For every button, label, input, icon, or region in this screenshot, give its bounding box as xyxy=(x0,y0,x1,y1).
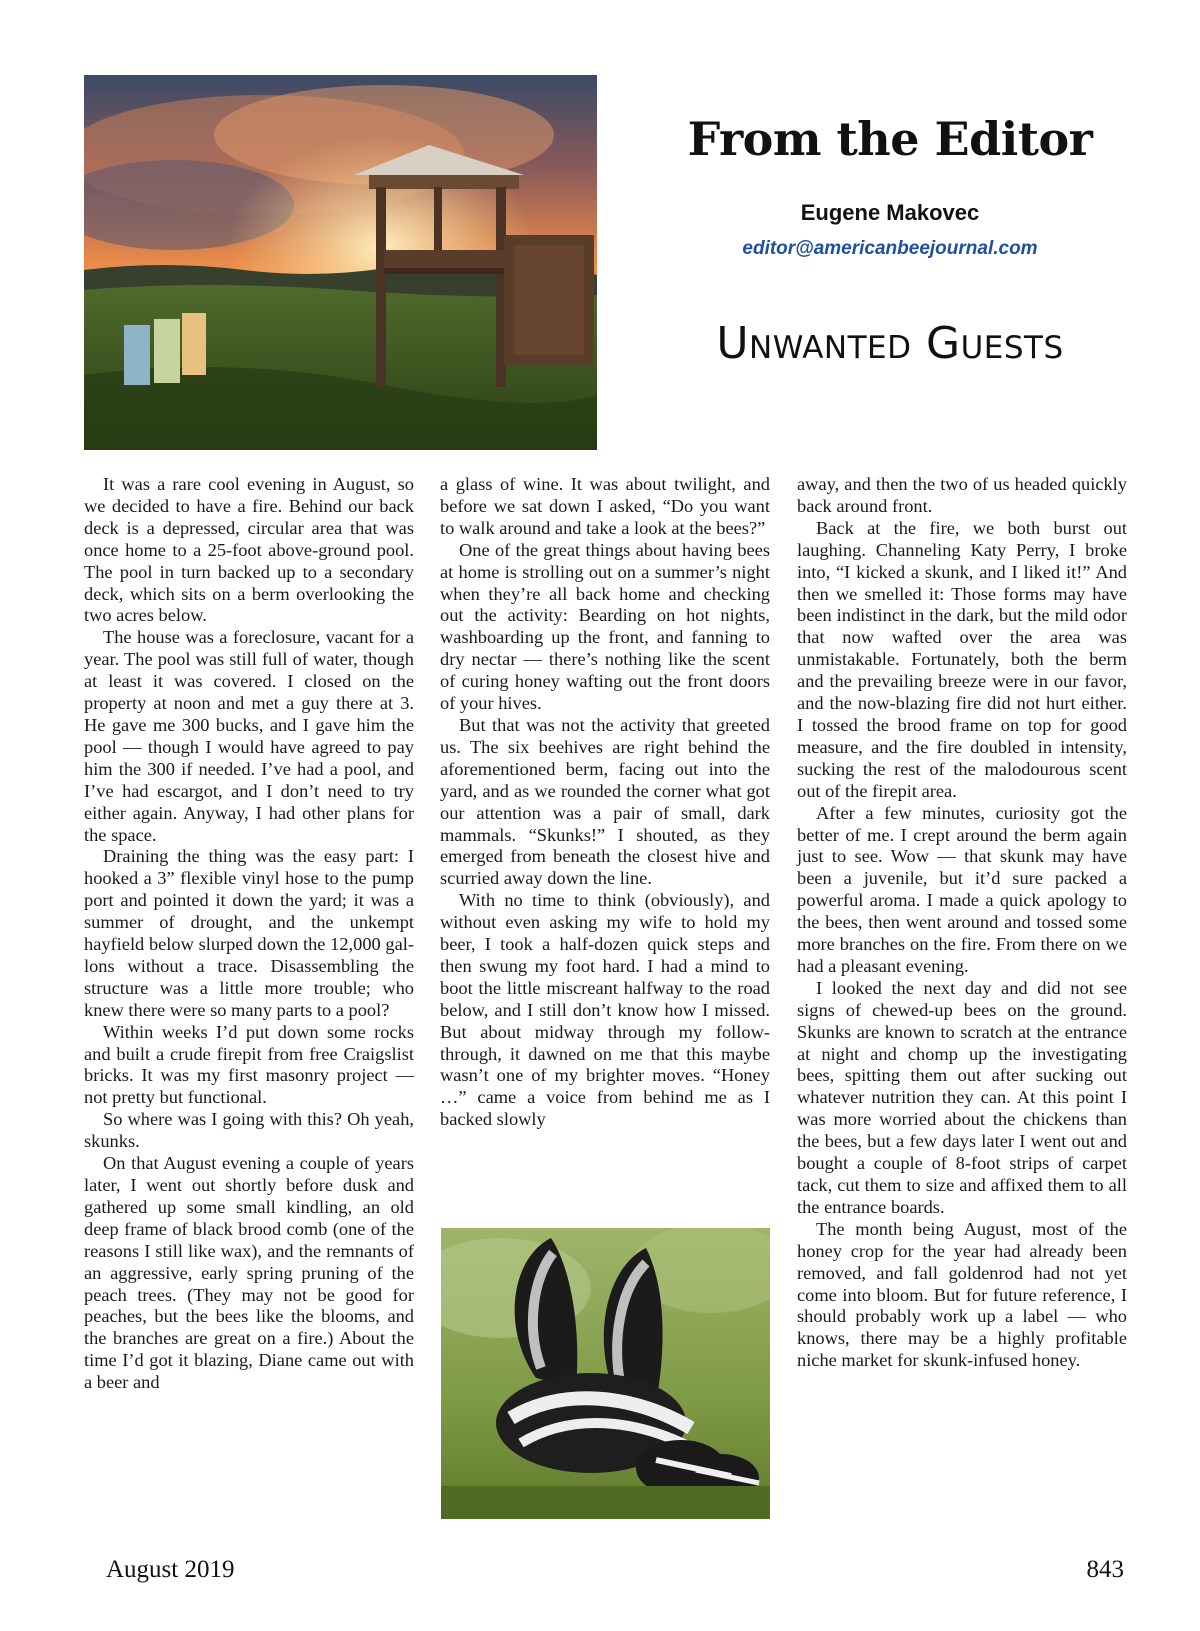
paragraph: Draining the thing was the easy part: I hooked a 3” flexible vinyl hose to the pump port and pointed it down the yard; it was a summer of drought, and the unkempt hayfield below slurped down the 12,000 gallons without a trace. Disassembling the structure was a little more trouble; who knew there were so many parts to a pool? xyxy=(84,846,414,1020)
paragraph: One of the great things about having bees at home is strolling out on a summer’s night when they’re all back home and checking out the activity: Bearding on hot nights, washboarding up the front, and fanning to dry nectar — there’s nothing like the scent of curing honey wafting out the front doors of your hives. xyxy=(440,539,770,714)
paragraph: So where was I going with this? Oh yeah, skunks. xyxy=(84,1109,414,1152)
article-column-2 xyxy=(440,474,770,1131)
author-name: Eugene Makovec xyxy=(800,200,980,225)
paragraph: After a few minutes, curiosity got the better of me. I crept around the berm again just to see. Wow — that skunk may have been a juvenile, but it’d sure packed a powerful aroma. I made a quick apology to the bees, then went around and tossed some more branches on the fire. From there on we had a pleasant evening. xyxy=(797,802,1127,976)
paragraph: I looked the next day and did not see signs of chewed-up bees on the ground. Skunks are known to scratch at the entrance at night and chomp up the investigating bees, spitting them out after sucking out whatever nutrition they can. At this point I was more worried about the chickens than the bees, but a few days later I went out and bought a couple of 8-foot strips of carpet tack, cut them to size and affixed them to all the entrance boards. xyxy=(797,977,1127,1217)
paragraph: On that August evening a couple of years later, I went out shortly before dusk and gathered up some small kindling, an old deep frame of black brood comb (one of the reasons I still like wax), and the remnants of an aggressive, early spring pruning of the peach trees. (They may not be good for peaches, but the bees like the blooms, and the branches are great on a fire.) About the time I’d got it blazing, Diane came out with a beer and xyxy=(84,1153,414,1393)
gazebo-sunset-photo xyxy=(84,75,597,450)
paragraph: The house was a foreclosure, vacant for a year. The pool was still full of water, though at least it was covered. I closed on the property at noon and met a guy there at 3. He gave me 300 bucks, and I gave him the pool — though I would have agreed to pay him the 300 if needed. I’ve had a pool, and I’ve had escargot, and I don’t need to try either again. Anyway, I had other plans for the space. xyxy=(84,627,414,845)
column-title: From the Editor xyxy=(687,112,1093,166)
paragraph: Within weeks I’d put down some rocks and built a crude firepit from free Craigslist bricks. It was my first masonry project — not pretty but functional. xyxy=(84,1021,414,1108)
article-column-1 xyxy=(84,474,414,1394)
article-column-3 xyxy=(797,474,1127,1372)
issue-date: August 2019 xyxy=(106,1556,235,1583)
paragraph: Back at the fire, we both burst out laughing. Channeling Katy Perry, I broke into, “I kicked a skunk, and I liked it!” And then we smelled it: Those forms may have been indistinct in the dark, but the mild odor that now wafted over the area was unmistakable. Fortunately, both the berm and the prevailing breeze were in our favor, and the now-blazing fire did not hurt either. I tossed the brood frame on top for good measure, and the fire doubled in intensity, sucking the rest of the malodourous scent out of the firepit area. xyxy=(797,517,1127,801)
page-number: 843 xyxy=(1086,1556,1124,1583)
paragraph: But that was not the activity that greeted us. The six beehives are right behind the aforementioned berm, facing out into the yard, and as we rounded the corner what got our attention was a pair of small, dark mammals. “Skunks!” I shouted, as they emerged from beneath the closest hive and scurried away down the line. xyxy=(440,714,770,889)
paragraph-continued: a glass of wine. It was about twilight, and before we sat down I asked, “Do you want to walk around and take a look at the bees?” xyxy=(440,474,770,538)
editor-email-link[interactable]: editor@americanbeejournal.com xyxy=(742,238,1038,259)
skunk-photo xyxy=(441,1228,770,1519)
paragraph: The month being August, most of the honey crop for the year had already been removed, and fall goldenrod had not yet come into bloom. But for future reference, I should probably work up a label — who knows, there may be a highly profitable niche market for skunk-infused honey. xyxy=(797,1218,1127,1371)
paragraph: With no time to think (obviously), and without even asking my wife to hold my beer, I took a half-dozen quick steps and then swung my foot hard. I had a mind to boot the little miscreant halfway to the road below, and I still don’t know how I missed. But about midway through my follow-through, it dawned on me that this maybe wasn’t one of my brighter moves. “Honey …” came a voice from behind me as I backed slowly xyxy=(440,890,770,1130)
paragraph-continued: away, and then the two of us headed quickly back around front. xyxy=(797,474,1127,516)
article-headline: Unwanted Guests xyxy=(716,318,1064,369)
paragraph: It was a rare cool evening in August, so we decided to have a fire. Behind our back deck is a depressed, circular area that was once home to a 25-foot above-ground pool. The pool in turn backed up to a secondary deck, which sits on a berm overlooking the two acres below. xyxy=(84,474,414,626)
